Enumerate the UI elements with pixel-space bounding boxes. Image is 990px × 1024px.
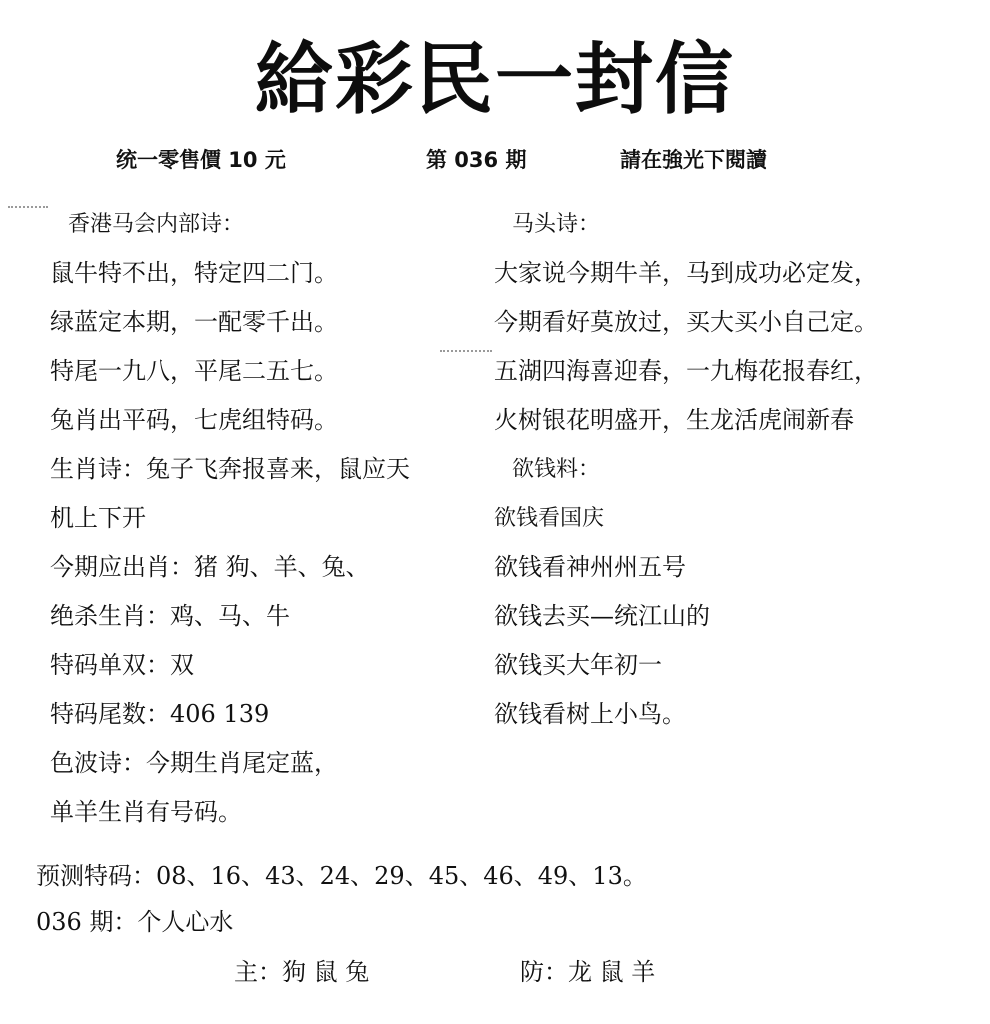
clue-line: 欲钱看树上小鸟。 bbox=[494, 700, 686, 728]
print-speckle bbox=[440, 350, 492, 354]
clue-heading: 欲钱料： bbox=[512, 457, 601, 482]
defense-picks: 防：龙 鼠 羊 bbox=[520, 958, 656, 986]
left-line: 绿蓝定本期，一配零千出。 bbox=[50, 308, 338, 336]
left-line: 特码尾数：406 139 bbox=[50, 700, 270, 728]
poem-line: 大家说今期牛羊，马到成功必定发， bbox=[494, 259, 878, 287]
right-heading: 马头诗： bbox=[512, 212, 601, 237]
issue-tip: 036 期：个人心水 bbox=[36, 908, 234, 936]
page-title: 給彩民一封信 bbox=[254, 35, 735, 125]
left-line: 特尾一九八，平尾二五七。 bbox=[50, 357, 338, 385]
left-line: 单羊生肖有号码。 bbox=[50, 798, 242, 826]
main-picks: 主：狗 鼠 兔 bbox=[234, 958, 370, 986]
left-line: 机上下开 bbox=[50, 504, 146, 532]
left-line: 绝杀生肖：鸡、马、牛 bbox=[50, 602, 290, 630]
price-label: 统一零售價 10 元 bbox=[116, 148, 286, 172]
print-speckle bbox=[8, 206, 48, 210]
left-line: 色波诗：今期生肖尾定蓝， bbox=[50, 749, 338, 777]
clue-line: 欲钱去买—统江山的 bbox=[494, 602, 710, 630]
left-line: 生肖诗：兔子飞奔报喜来，鼠应天 bbox=[50, 455, 410, 483]
left-column bbox=[50, 200, 410, 837]
predicted-numbers: 预测特码：08、16、43、24、29、45、46、49、13。 bbox=[36, 862, 647, 890]
left-line: 今期应出肖：猪 狗、羊、兔、 bbox=[50, 553, 370, 581]
poem-line: 火树银花明盛开，生龙活虎闹新春 bbox=[494, 406, 854, 434]
clue-line: 欲钱看神州州五号 bbox=[494, 553, 686, 581]
left-line: 兔肖出平码，七虎组特码。 bbox=[50, 406, 338, 434]
right-column bbox=[494, 200, 878, 739]
reading-note: 請在強光下閱讀 bbox=[620, 148, 767, 172]
left-line: 鼠牛特不出，特定四二门。 bbox=[50, 259, 338, 287]
left-heading: 香港马会内部诗： bbox=[68, 212, 245, 237]
poem-line: 今期看好莫放过，买大买小自己定。 bbox=[494, 308, 878, 336]
clue-line: 欲钱看国庆 bbox=[494, 506, 605, 531]
poem-line: 五湖四海喜迎春，一九梅花报春红， bbox=[494, 357, 878, 385]
clue-line: 欲钱买大年初一 bbox=[494, 651, 662, 679]
issue-label: 第 036 期 bbox=[426, 148, 527, 172]
left-line: 特码单双：双 bbox=[50, 651, 194, 679]
